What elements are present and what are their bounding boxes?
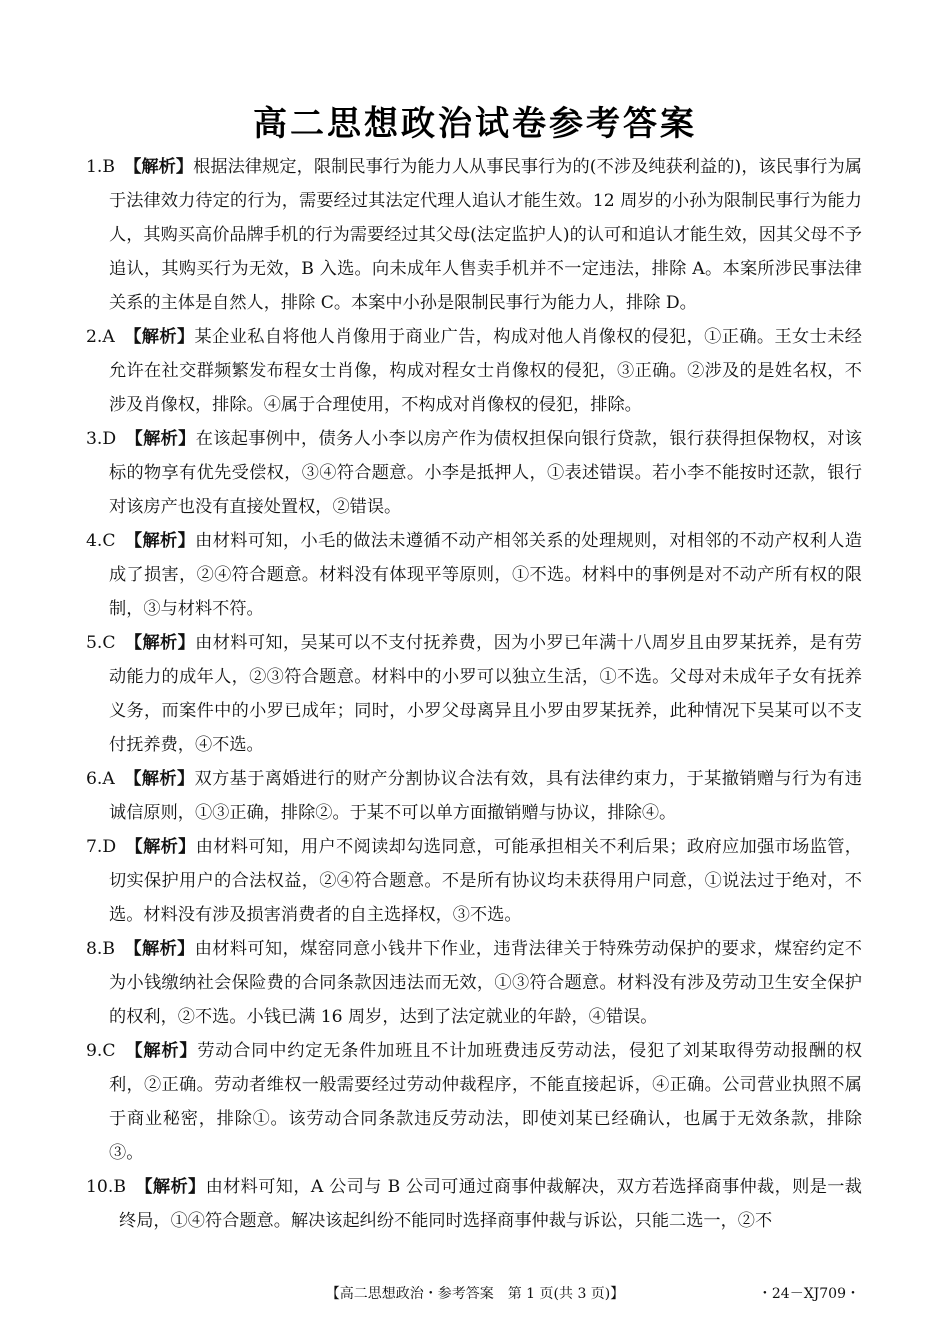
item-text: 由材料可知，A 公司与 B 公司可通过商事仲裁解决，双方若选择商事仲裁，则是一裁终局，①④符合题意。解决该起纠纷不能同时选择商事仲裁与诉讼，只能二选一，②不 [119,1177,862,1231]
analysis-tag: 【解析】 [124,531,196,551]
item-number: 5. [86,633,103,653]
item-text: 在该起事例中，债务人小李以房产作为债权担保向银行贷款，银行获得担保物权，对该标的物享有优先受偿权，③④符合题意。小李是抵押人，①表述错误。若小李不能按时还款，银行对该房产也没有直接处置权，②错误。 [109,429,862,517]
item-number: 2. [86,327,103,347]
page-title: 高二思想政治试卷参考答案 [253,104,697,144]
analysis-tag: 【解析】 [123,769,195,789]
analysis-tag: 【解析】 [134,1177,206,1197]
item-text: 劳动合同中约定无条件加班且不计加班费违反劳动法，侵犯了刘某取得劳动报酬的权利，②正确。劳动者维权一般需要经过劳动仲裁程序，不能直接起诉，④正确。公司营业执照不属于商业秘密，排除①。该劳动合同条款违反劳动法，即使刘某已经确认，也属于无效条款，排除③。 [109,1041,862,1163]
analysis-tag: 【解析】 [123,327,195,347]
item-number: 7. [86,837,103,857]
answer-item-1 [86,150,862,320]
answer-item-6 [86,762,862,830]
item-number: 10. [86,1177,114,1197]
item-answer: A [102,327,115,347]
item-number: 1. [86,157,103,177]
item-number: 8. [86,939,103,959]
answer-item-5 [86,626,862,762]
analysis-tag: 【解析】 [125,429,196,449]
item-text: 由材料可知，用户不阅读却勾选同意，可能承担相关不利后果；政府应加强市场监管，切实保护用户的合法权益，②④符合题意。不是所有协议均未获得用户同意，①说法过于绝对，不选。材料没有涉及损害消费者的自主选择权，③不选。 [109,837,862,925]
analysis-tag: 【解析】 [124,1041,198,1061]
answer-item-10 [86,1170,862,1238]
item-answer: B [102,157,116,177]
item-text: 某企业私自将他人肖像用于商业广告，构成对他人肖像权的侵犯，①正确。王女士未经允许在社交群频繁发布程女士肖像，构成对程女士肖像权的侵犯，③正确。②涉及的是姓名权，不涉及肖像权，排除。④属于合理使用，不构成对肖像权的侵犯，排除。 [109,327,862,415]
item-answer: C [102,1041,116,1061]
item-answer: A [102,769,115,789]
item-number: 4. [86,531,103,551]
analysis-tag: 【解析】 [124,157,194,177]
page-footer [0,1283,950,1307]
item-text: 双方基于离婚进行的财产分割协议合法有效，具有法律约束力，于某撤销赠与行为有违诚信原则，①③正确，排除②。于某不可以单方面撤销赠与协议，排除④。 [109,769,862,823]
answer-item-8 [86,932,862,1034]
item-text: 由材料可知，小毛的做法未遵循不动产相邻关系的处理规则，对相邻的不动产权利人造成了损害，②④符合题意。材料没有体现平等原则，①不选。材料中的事例是对不动产所有权的限制，③与材料不符。 [109,531,862,619]
item-text: 根据法律规定，限制民事行为能力人从事民事行为的(不涉及纯获利益的)，该民事行为属于法律效力待定的行为，需要经过其法定代理人追认才能生效。12 周岁的小孙为限制民事行为能力人，其购买高价品牌手机的行为需要经过其父母(法定监护人)的认可和追认才能生效，因其父母不予追认，其购买行为无效，B 入选。向未成年人售卖手机并不一定违法，排除 A。本案所涉民事法律关系的主体是自然人，排除 C。本案中小孙是限制民事行为能力人，排除 D。 [109,157,862,313]
item-answer: B [113,1177,126,1197]
item-answer: B [102,939,116,959]
item-answer: C [102,633,116,653]
answer-item-4 [86,524,862,626]
answer-item-3 [86,422,862,524]
answer-item-7 [86,830,862,932]
answer-item-9 [86,1034,862,1170]
item-answer: D [102,429,117,449]
footer-code: ・24－XJ709・ [757,1286,860,1302]
item-number: 6. [86,769,103,789]
analysis-tag: 【解析】 [125,837,196,857]
item-answer: C [102,531,116,551]
footer-page-info: 【高二思想政治・参考答案 第 1 页(共 3 页)】 [325,1286,625,1302]
answer-item-2 [86,320,862,422]
item-number: 9. [86,1041,103,1061]
analysis-tag: 【解析】 [124,939,195,959]
analysis-tag: 【解析】 [124,633,196,653]
item-text: 由材料可知，煤窑同意小钱井下作业，违背法律关于特殊劳动保护的要求，煤窑约定不为小钱缴纳社会保险费的合同条款因违法而无效，①③符合题意。材料没有涉及劳动卫生安全保护的权利，②不选。小钱已满 16 周岁，达到了法定就业的年龄，④错误。 [109,939,862,1027]
item-number: 3. [86,429,103,449]
item-text: 由材料可知，吴某可以不支付抚养费，因为小罗已年满十八周岁且由罗某抚养，是有劳动能力的成年人，②③符合题意。材料中的小罗可以独立生活，①不选。父母对未成年子女有抚养义务，而案件中的小罗已成年；同时，小罗父母离异且小罗由罗某抚养，此种情况下吴某可以不支付抚养费，④不选。 [109,633,862,755]
answer-list [86,150,862,1238]
item-answer: D [102,837,117,857]
